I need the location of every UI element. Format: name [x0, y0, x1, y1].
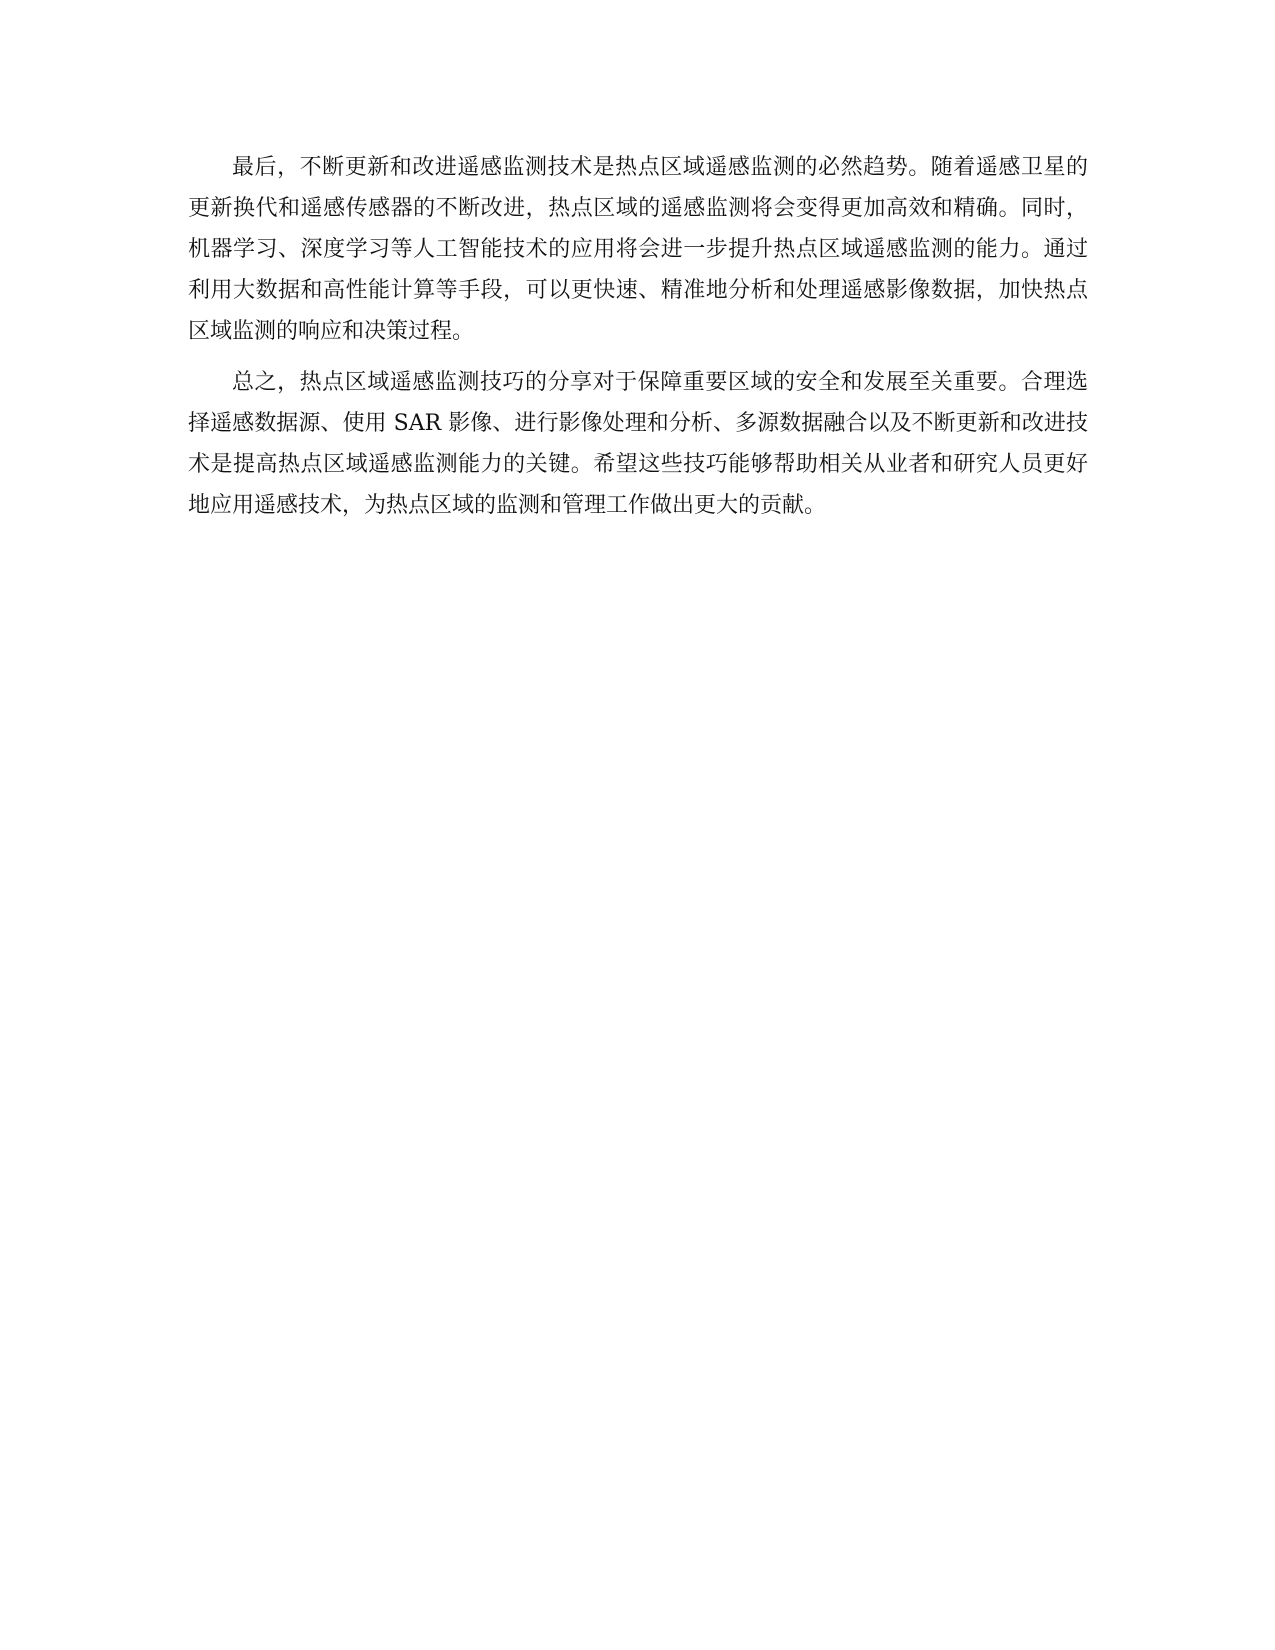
document-body — [188, 147, 1088, 526]
paragraph-trend: 最后，不断更新和改进遥感监测技术是热点区域遥感监测的必然趋势。随着遥感卫星的更新换代和遥感传感器的不断改进，热点区域的遥感监测将会变得更加高效和精确。同时，机器学习、深度学习等人工智能技术的应用将会进一步提升热点区域遥感监测的能力。通过利用大数据和高性能计算等手段，可以更快速、精准地分析和处理遥感影像数据，加快热点区域监测的响应和决策过程。 — [188, 155, 1088, 344]
paragraph-summary: 总之，热点区域遥感监测技巧的分享对于保障重要区域的安全和发展至关重要。合理选择遥感数据源、使用 SAR 影像、进行影像处理和分析、多源数据融合以及不断更新和改进技术是提高热点区域遥感监测能力的关键。希望这些技巧能够帮助相关从业者和研究人员更好地应用遥感技术，为热点区域的监测和管理工作做出更大的贡献。 — [188, 370, 1088, 518]
